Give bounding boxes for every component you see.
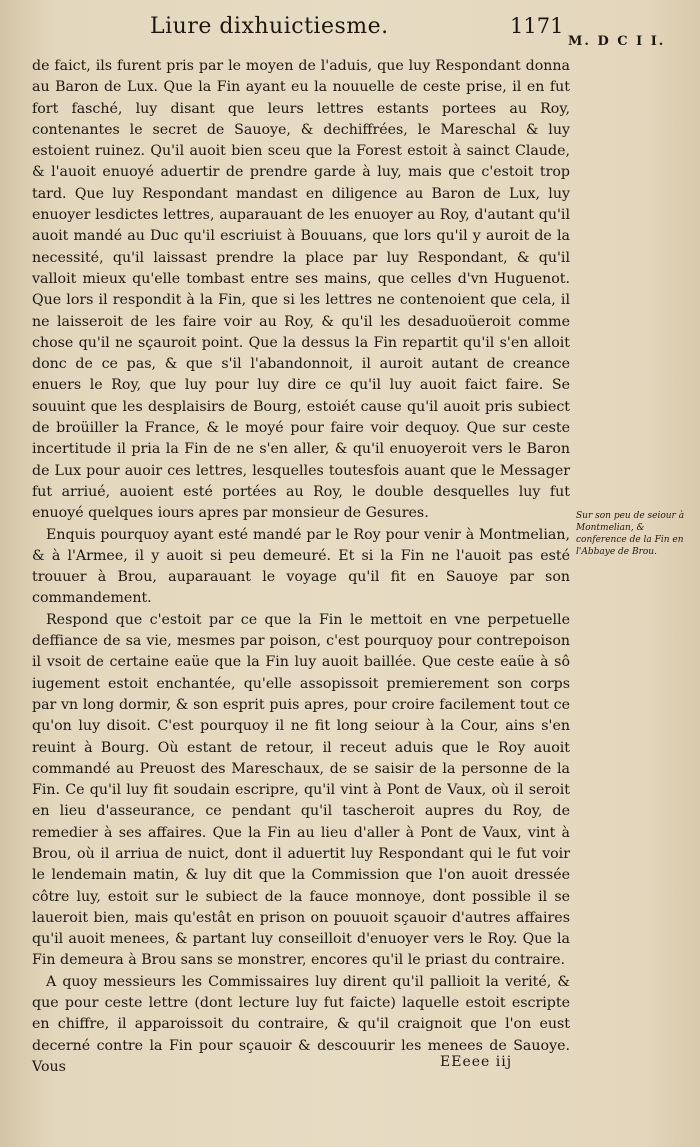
signature-mark: EEeee iij xyxy=(440,1054,513,1070)
year-marginal: M. D C I I. xyxy=(568,34,666,49)
paragraph: A quoy messieurs les Commissaires luy dirent qu'il pallioit la verité, & que pour ceste lettre (dont lecture luy fut faicte) laquelle estoit escripte en chiffre, il apparoissoit du contraire, & qu'il craignoit que l'on eust decerné contre la Fin pour sçauoir & descouurir les menees de Sauoye. Vous xyxy=(32,973,570,1075)
paragraph: Enquis pourquoy ayant esté mandé par le Roy pour venir à Montmelian, & à l'Armee, il y auoit si peu demeuré. Et si la Fin ne l'auoit pas esté trouuer à Brou, auparauant le voyage qu'il fit en Sauoye par son commandement. xyxy=(32,526,570,607)
main-text-block xyxy=(32,56,570,1078)
page-number: 1171 xyxy=(510,14,564,38)
paragraph: Respond que c'estoit par ce que la Fin le mettoit en vne perpetuelle deffiance de sa vie, mesmes par poison, c'est pourquoy pour contrepoison il vsoit de certaine eaüe que la Fin luy auoit baillée. Que ceste eaüe à sô iugement estoit enchantée, qu'elle assopissoit premierement son corps par vn long dormir, & son esprit puis apres, pour croire facilement tout ce qu'on luy disoit. C'est pourquoy il ne fit long seiour à la Cour, ains s'en reuint à Bourg. Où estant de retour, il receut aduis que le Roy auoit commandé au Preuost des Mareschaux, de se saisir de la personne de la Fin. Ce qu'il luy fit soudain escripre, qu'il vint à Pont de Vaux, où il seroit en lieu d'asseurance, ce pendant qu'il tascheroit aupres du Roy, de remedier à ses affaires. Que la Fin au lieu d'aller à Pont de Vaux, vint à Brou, où il arriua de nuict, dont il aduertit luy Respondant qui le fut voir le lendemain matin, & luy dit que la Commission que l'on auoit dressée côtre luy, estoit sur le subiect de la fauce monnoye, dont possible il se laueroit bien, mais qu'estât en prison on pouuoit sçauoir d'autres affaires qu'il auoit menees, & partant luy conseilloit d'enuoyer vers le Roy. Que la Fin demeura à Brou sans se monstrer, encores qu'il le priast du contraire. xyxy=(32,611,570,969)
running-head: Liure dixhuictiesme. xyxy=(150,14,389,39)
margin-note: Sur son peu de seiour à Montmelian, & conference de la Fin en l'Abbaye de Brou. xyxy=(576,511,685,557)
paragraph: de faict, ils furent pris par le moyen de l'aduis, que luy Respondant donna au Baron de Lux. Que la Fin ayant eu la nouuelle de ceste prise, il en fut fort fasché, luy disant que leurs lettres estants portees au Roy, contenantes le secret de Sauoye, & dechiffrées, le Mareschal & luy estoient ruinez. Qu'il auoit bien sceu que la Forest estoit à sainct Claude, & l'auoit enuoyé aduertir de prendre garde à luy, mais que c'estoit trop tard. Que luy Respondant mandast en diligence au Baron de Lux, luy enuoyer lesdictes lettres, auparauant de les enuoyer au Roy, d'autant qu'il auoit mandé au Duc qu'il escriuist à Bouuans, que lors qu'il y auroit de la necessité, qu'il laissast prendre la place par luy Respondant, & qu'il valloit mieux qu'elle tombast entre ses mains, que celles d'vn Huguenot. Que lors il respondit à la Fin, que si les lettres ne contenoient que cela, il ne laisseroit de les faire voir au Roy, & qu'il les desaduoüeroit comme chose qu'il ne sçauroit point. Que la dessus la Fin repartit qu'il s'en alloit donc de ce pas, & que s'il l'abandonnoit, il auroit autant de creance enuers le Roy, que luy pour luy dire ce qu'il luy auoit faict faire. Se souuint que les desplaisirs de Bourg, estoiét cause qu'il auoit pris subiect de broüiller la France, & le moyé pour faire voir dequoy. Que sur ceste incertitude il pria la Fin de ne s'en aller, & qu'il enuoyeroit vers le Baron de Lux pour auoir ces lettres, lesquelles toutesfois auant que le Messager fut arriué, auoient esté portées au Roy, le double desquelles luy fut enuoyé quelques iours apres par monsieur de Gesures. xyxy=(32,58,570,522)
